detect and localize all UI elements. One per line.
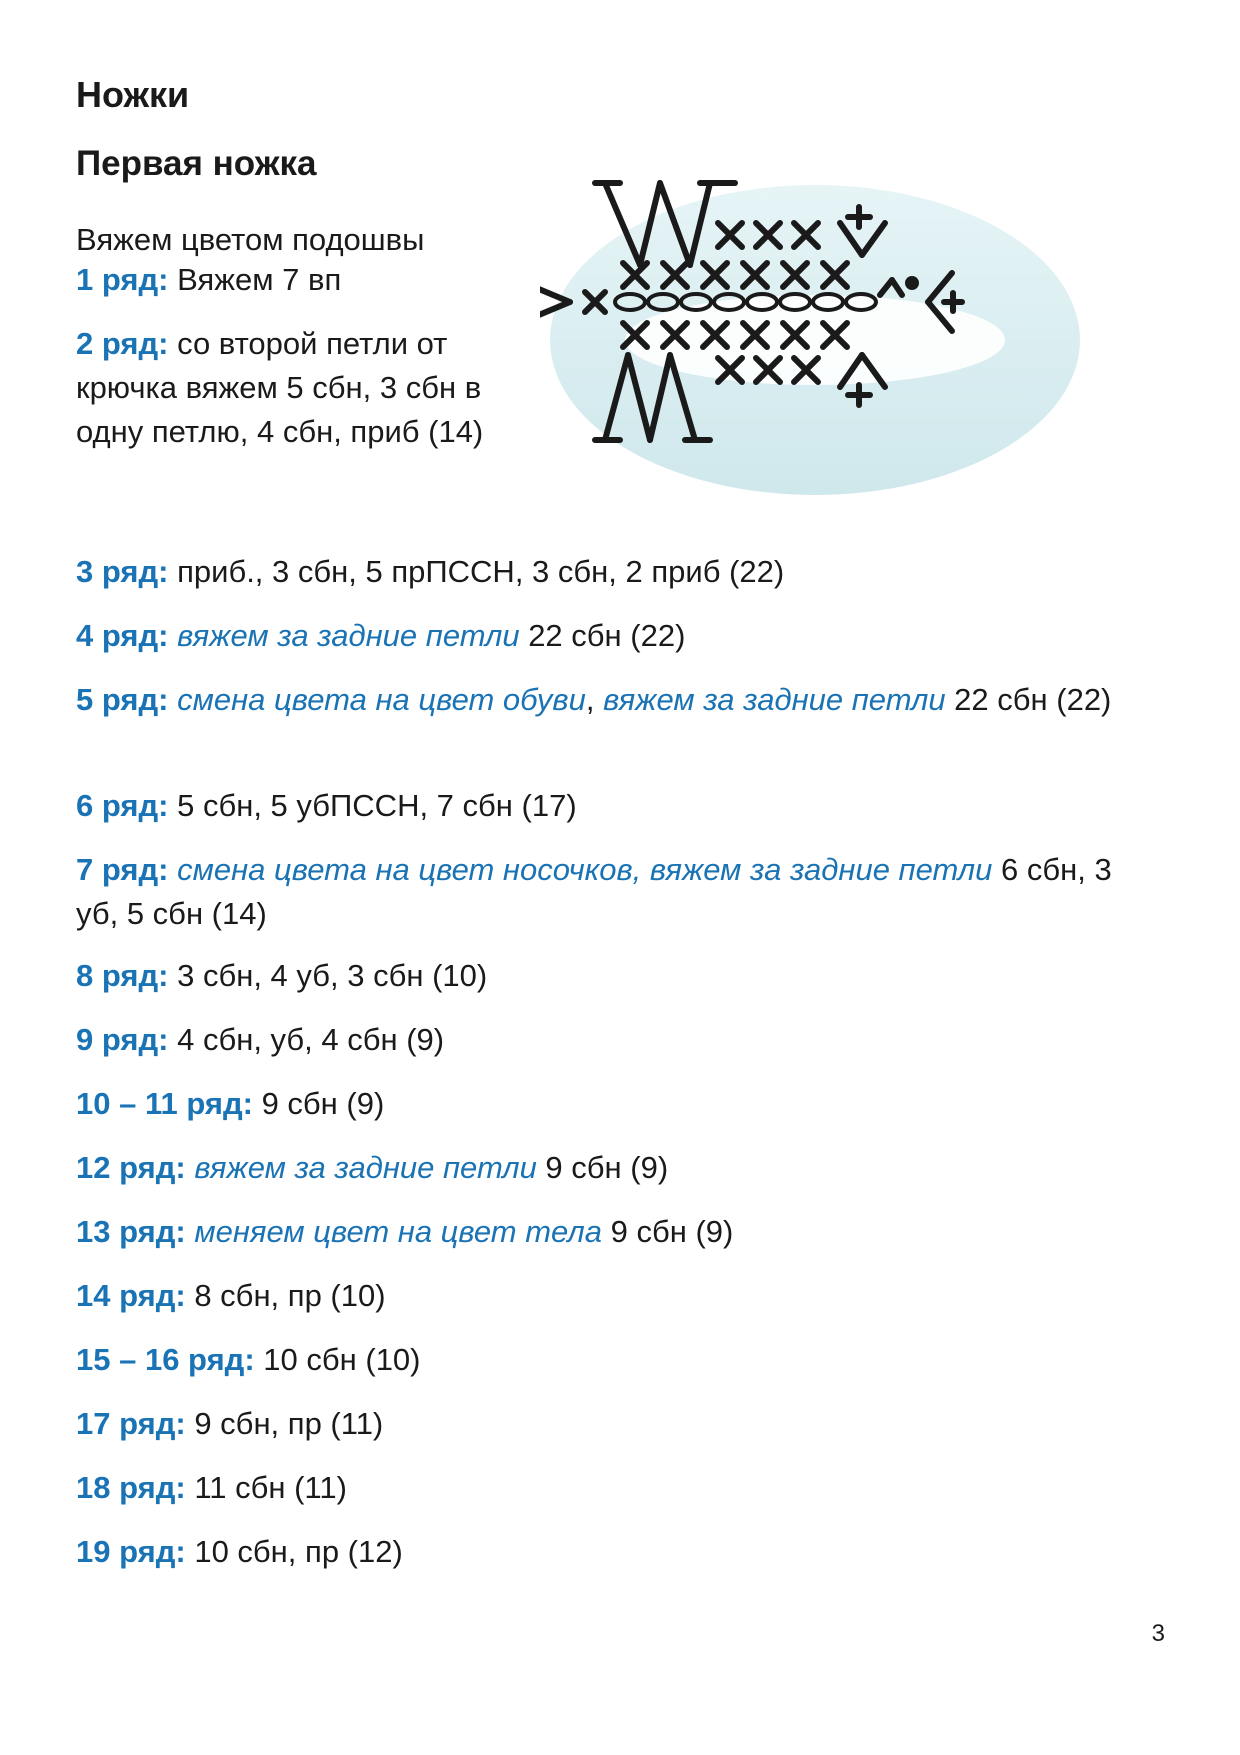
crochet-diagram bbox=[540, 155, 1100, 535]
row-instruction-emphasis: вяжем за задние петли bbox=[194, 1150, 537, 1185]
row-instruction: 9 сбн (9) bbox=[252, 1086, 385, 1121]
row-instruction: 10 сбн (10) bbox=[254, 1342, 421, 1377]
row-instruction: приб., 3 сбн, 5 прПССН, 3 сбн, 2 приб (22) bbox=[168, 554, 785, 589]
row-instruction-emphasis: меняем цвет на цвет тела bbox=[194, 1214, 602, 1249]
pattern-row bbox=[76, 1466, 1156, 1510]
row-label: 5 ряд: bbox=[76, 682, 169, 717]
pattern-row bbox=[76, 1338, 1156, 1382]
pattern-row bbox=[76, 550, 1156, 594]
row-instruction: 10 сбн, пр (12) bbox=[185, 1534, 403, 1569]
pattern-row bbox=[76, 1210, 1156, 1254]
slip-stitch-mark bbox=[905, 276, 919, 290]
pattern-row bbox=[76, 614, 1156, 658]
row-label: 14 ряд: bbox=[76, 1278, 186, 1313]
row-label: 2 ряд: bbox=[76, 326, 169, 361]
row-instruction-emphasis: вяжем за задние петли bbox=[603, 682, 946, 717]
row-instruction-emphasis: смена цвета на цвет носочков, вяжем за задние петли bbox=[177, 852, 993, 887]
section-title: Первая ножка bbox=[76, 144, 317, 183]
row-instruction: 3 сбн, 4 уб, 3 сбн (10) bbox=[168, 958, 488, 993]
row-label: 8 ряд: bbox=[76, 958, 169, 993]
row-instruction bbox=[168, 852, 177, 887]
row-instruction: Вяжем 7 вп bbox=[168, 262, 342, 297]
pattern-row bbox=[76, 1402, 1156, 1446]
row-label: 3 ряд: bbox=[76, 554, 169, 589]
row-label: 18 ряд: bbox=[76, 1470, 186, 1505]
pattern-row bbox=[76, 1146, 1156, 1190]
row-instruction-emphasis: смена цвета на цвет обуви bbox=[177, 682, 586, 717]
pattern-row bbox=[76, 678, 1116, 722]
row-instruction: 8 сбн, пр (10) bbox=[185, 1278, 386, 1313]
pattern-row bbox=[76, 848, 1116, 936]
pattern-row bbox=[76, 784, 1156, 828]
row-instruction: 22 сбн (22) bbox=[945, 682, 1112, 717]
page-title: Ножки bbox=[76, 74, 190, 115]
row-instruction: , bbox=[585, 682, 604, 717]
row-label: 1 ряд: bbox=[76, 262, 169, 297]
row-instruction: 9 сбн (9) bbox=[602, 1214, 734, 1249]
row-instruction: 4 сбн, уб, 4 сбн (9) bbox=[168, 1022, 445, 1057]
row-label: 13 ряд: bbox=[76, 1214, 186, 1249]
row-instruction: 9 сбн, пр (11) bbox=[185, 1406, 384, 1441]
row-instruction: 11 сбн (11) bbox=[185, 1470, 347, 1505]
row-instruction bbox=[168, 618, 177, 653]
row-label: 12 ряд: bbox=[76, 1150, 186, 1185]
row-label: 6 ряд: bbox=[76, 788, 169, 823]
pattern-row bbox=[76, 954, 1156, 998]
row-label: 19 ряд: bbox=[76, 1534, 186, 1569]
row-instruction-emphasis: вяжем за задние петли bbox=[177, 618, 520, 653]
row-label: 10 – 11 ряд: bbox=[76, 1086, 253, 1121]
row-instruction bbox=[168, 682, 177, 717]
intro-text: Вяжем цветом подошвы bbox=[76, 222, 425, 257]
row-label: 17 ряд: bbox=[76, 1406, 186, 1441]
row-label: 9 ряд: bbox=[76, 1022, 169, 1057]
row-instruction: 22 сбн (22) bbox=[519, 618, 686, 653]
pattern-row bbox=[76, 1082, 1156, 1126]
pattern-row bbox=[76, 322, 526, 454]
row-label: 7 ряд: bbox=[76, 852, 169, 887]
row-instruction: 5 сбн, 5 убПССН, 7 сбн (17) bbox=[168, 788, 577, 823]
pattern-row bbox=[76, 1274, 1156, 1318]
pattern-row bbox=[76, 1018, 1156, 1062]
row-instruction: 6 сбн, 3 уб, 5 сбн (14) bbox=[76, 852, 1112, 931]
pattern-row bbox=[76, 1530, 1156, 1574]
row-label: 4 ряд: bbox=[76, 618, 169, 653]
row-label: 15 – 16 ряд: bbox=[76, 1342, 255, 1377]
row-instruction: 9 сбн (9) bbox=[536, 1150, 669, 1185]
pattern-row bbox=[76, 258, 496, 302]
row-instruction: со второй петли от крючка вяжем 5 сбн, 3 сбн в одну петлю, 4 сбн, приб (14) bbox=[76, 326, 484, 449]
page-number: 3 bbox=[1151, 1620, 1165, 1647]
